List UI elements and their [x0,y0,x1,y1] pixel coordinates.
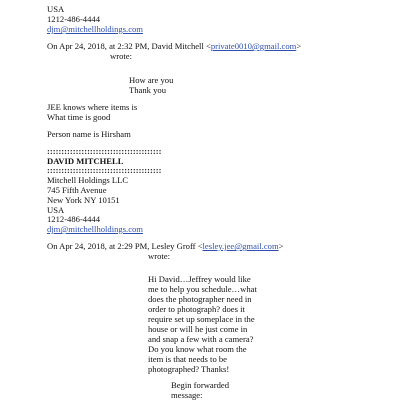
reply2-quote-line: photographed? Thanks! [148,364,230,374]
reply1-email-link[interactable]: private0010@gmail.com [210,41,297,51]
reply2-quote-line: does the photographer need in [148,294,252,304]
reply2-email-link[interactable]: lesley.jee@gmail.com [202,241,279,251]
reply2-quote-line: house or will he just come in [148,324,248,334]
signature-country: USA [47,205,65,215]
forwarded-label: Begin forwarded [171,380,229,390]
reply2-quote-line: item is that needs to be [148,354,227,364]
reply2-wrote: wrote: [148,251,170,261]
reply2-header-prefix: On Apr 24, 2018, at 2:29 PM, Lesley Groff < [47,241,203,251]
reply1-quote-line: Thank you [129,85,166,95]
reply1-header-suffix: > [296,41,302,51]
top-sig-country: USA [47,4,65,14]
reply1-wrote: wrote: [110,51,132,61]
forwarded-label: message: [171,390,203,400]
signature-company: Mitchell Holdings LLC [47,175,129,185]
reply2-quote-line: and snap a few with a camera? [148,334,254,344]
signature-street: 745 Fifth Avenue [47,185,107,195]
reply2-quote-line: require set up someplace in the [148,314,255,324]
body-line: JEE knows where items is [47,102,138,112]
reply2-header [47,241,284,251]
signature-divider-top: :::::::::::::::::::::::::::::::::::::::: [47,146,162,156]
signature-email-link[interactable]: djm@mitchellholdings.com [47,224,143,234]
signature-city: New York NY 10151 [47,195,120,205]
signature-phone: 1212-486-4444 [47,214,100,224]
reply1-quote-line: How are you [129,75,174,85]
reply2-quote-line: Do you know what room the [148,344,247,354]
reply2-quote-line: me to help you schedule…what [148,284,257,294]
signature-divider-bottom: :::::::::::::::::::::::::::::::::::::::: [47,165,162,175]
reply1-header-prefix: On Apr 24, 2018, at 2:32 PM, David Mitchell < [47,41,211,51]
reply2-header-suffix: > [278,241,284,251]
body-line: What time is good [47,112,111,122]
signature-name: DAVID MITCHELL [47,156,124,166]
top-sig-phone: 1212-486-4444 [47,14,100,24]
body-person-line: Person name is Hirsham [47,129,131,139]
reply1-header [47,41,301,51]
top-sig-email-link[interactable]: djm@mitchellholdings.com [47,24,143,34]
reply2-quote-line: order to photograph? does it [148,304,245,314]
reply2-quote-line: Hi David…Jeffrey would like [148,274,251,284]
